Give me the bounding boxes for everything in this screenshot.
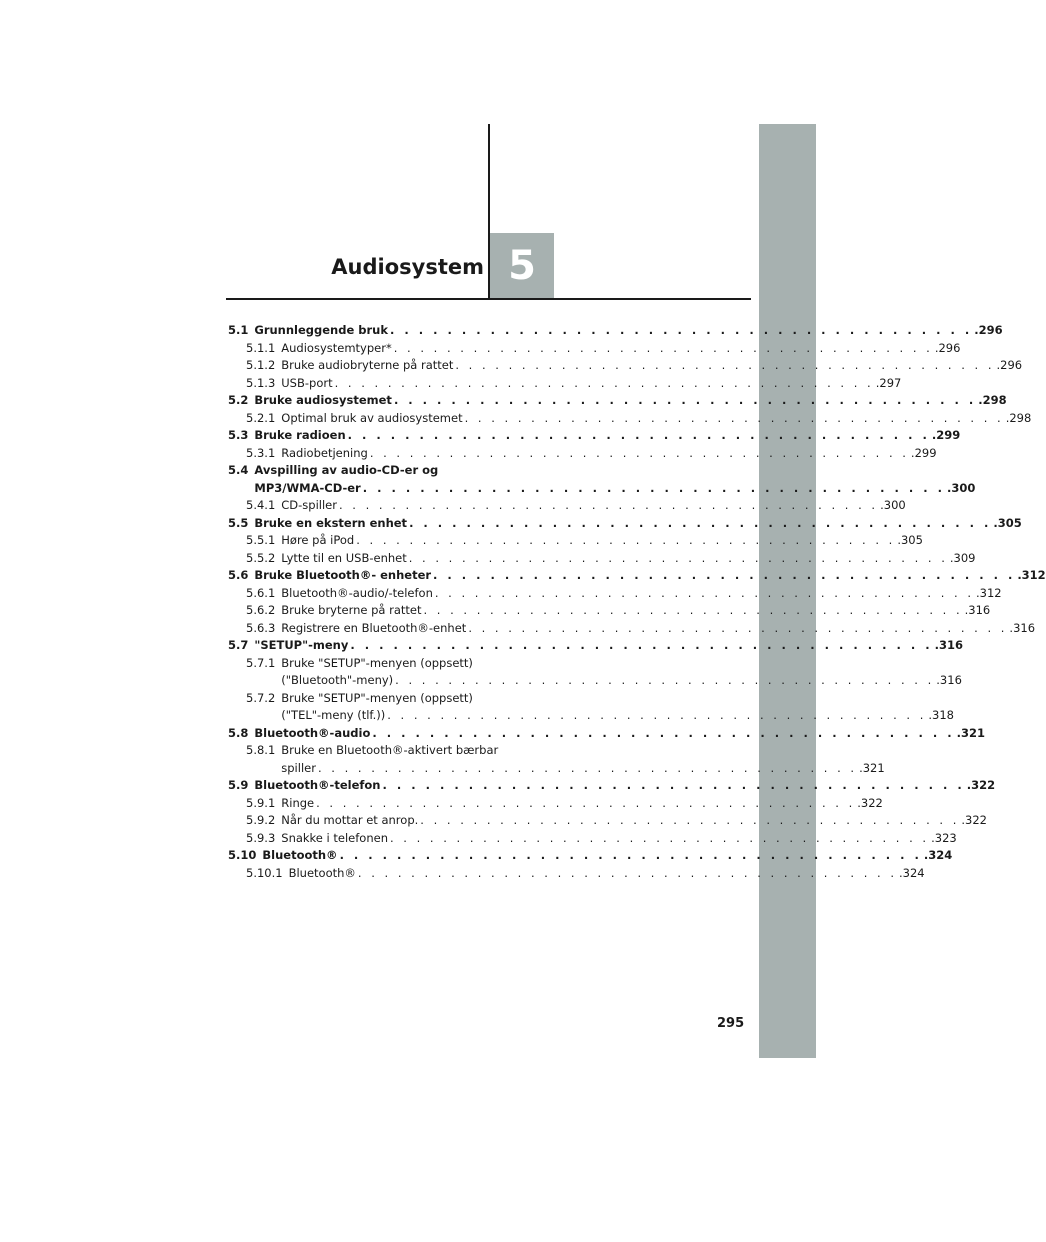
toc-leader-dots	[335, 375, 874, 393]
toc-entry-number: 5.5	[228, 515, 249, 530]
toc-entry-page: .321	[859, 760, 885, 775]
header-horizontal-rule	[226, 298, 751, 300]
toc-entry-number: 5.6	[228, 568, 249, 582]
toc-entry-title: ("TEL"-meny (tlf.))	[281, 708, 386, 722]
toc-entry[interactable]	[228, 655, 962, 690]
toc-entry-number: 5.10.1	[246, 865, 283, 880]
toc-entry[interactable]	[228, 410, 1032, 428]
toc-entry-title: Bluetooth®	[262, 848, 338, 862]
toc-entry-page: .312	[975, 585, 1002, 600]
toc-entry[interactable]	[228, 847, 953, 865]
toc-entry-page: .324	[923, 848, 953, 862]
toc-entry-title: Bruke audiosystemet	[254, 393, 392, 407]
toc-entry-title: Optimal bruk av audiosystemet	[281, 410, 463, 425]
toc-entry-title: Grunnleggende bruk	[254, 323, 389, 337]
toc-leader-dots	[433, 567, 1015, 585]
toc-entry-number: 5.1.3	[246, 375, 276, 390]
toc-entry[interactable]	[228, 865, 925, 883]
toc-entry-title: Bruke en ekstern enhet	[254, 515, 408, 530]
toc-leader-dots	[395, 672, 934, 690]
toc-entry[interactable]	[228, 567, 1046, 585]
toc-leader-dots	[318, 760, 857, 778]
toc-entry-number: 5.7.2	[246, 690, 276, 705]
toc-entry-number: 5.7.1	[246, 655, 276, 670]
toc-entry[interactable]	[228, 462, 976, 497]
toc-entry-title: Når du mottar et anrop.	[281, 813, 419, 827]
toc-entry[interactable]	[228, 637, 963, 655]
toc-leader-dots	[390, 830, 929, 848]
toc-entry-number: 5.1	[228, 323, 249, 337]
page-number: 295	[717, 1016, 745, 1031]
toc-leader-dots	[356, 532, 895, 550]
toc-entry-page: .318	[928, 708, 954, 722]
toc-entry-page: .296	[974, 323, 1003, 337]
toc-leader-dots	[420, 812, 959, 830]
toc-entry[interactable]	[228, 445, 937, 463]
toc-entry-title: Bruke en Bluetooth®-aktivert bærbar	[281, 743, 499, 757]
toc-leader-dots	[424, 602, 963, 620]
toc-entry-title: ("Bluetooth"-meny)	[281, 673, 394, 687]
chapter-title: Audiosystem	[331, 255, 484, 279]
toc-entry-page: .316	[964, 603, 991, 617]
toc-entry-page: .323	[931, 830, 957, 845]
toc-entry-title: Ringe	[281, 795, 315, 810]
toc-leader-dots	[382, 777, 964, 795]
toc-entry-title: spiller	[281, 760, 316, 775]
toc-entry[interactable]	[228, 532, 923, 550]
toc-entry-number: 5.2.1	[246, 410, 276, 425]
toc-entry-title: Bruke "SETUP"-menyen (oppsett)	[281, 655, 473, 670]
toc-leader-dots	[363, 480, 945, 498]
toc-entry-page: .316	[936, 673, 962, 687]
toc-entry[interactable]	[228, 550, 976, 568]
toc-entry-number: 5.5.2	[246, 550, 276, 565]
toc-entry-page: .296	[996, 358, 1023, 372]
toc-entry-title: Bruke audiobryterne på rattet	[281, 358, 454, 372]
toc-entry-number: 5.5.1	[246, 533, 276, 547]
toc-entry[interactable]	[228, 375, 902, 393]
toc-entry-title: Audiosystemtyper*	[281, 340, 392, 355]
toc-leader-dots	[316, 795, 855, 813]
toc-entry[interactable]	[228, 742, 885, 777]
toc-entry-title: Bluetooth®-audio	[254, 725, 371, 740]
toc-entry-page: .299	[931, 428, 961, 442]
toc-entry[interactable]	[228, 322, 1003, 340]
toc-entry-page: .312	[1017, 568, 1046, 582]
toc-entry-title: "SETUP"-meny	[254, 638, 349, 652]
toc-entry-title: Bruke Bluetooth®- enheter	[254, 568, 432, 582]
toc-entry-title: Avspilling av audio-CD-er og	[254, 463, 439, 477]
toc-leader-dots	[455, 357, 994, 375]
toc-entry-title: Bluetooth®-telefon	[254, 778, 381, 792]
toc-entry[interactable]	[228, 725, 985, 743]
toc-entry-page: .299	[910, 445, 937, 460]
toc-leader-dots	[340, 847, 922, 865]
toc-entry-page: .321	[956, 725, 985, 740]
toc-entry-title: USB-port	[281, 375, 333, 390]
chapter-number: 5	[508, 242, 536, 289]
toc-entry[interactable]	[228, 620, 1036, 638]
toc-entry[interactable]	[228, 497, 906, 515]
toc-entry[interactable]	[228, 357, 1023, 375]
toc-leader-dots	[358, 865, 897, 883]
toc-entry-page: .298	[978, 393, 1007, 407]
toc-entry-page: .300	[880, 498, 906, 512]
toc-entry-title: MP3/WMA-CD-er	[254, 480, 361, 495]
toc-entry-page: .322	[966, 778, 996, 792]
toc-entry-number: 5.1.2	[246, 358, 276, 372]
toc-leader-dots	[372, 725, 954, 743]
toc-entry[interactable]	[228, 340, 961, 358]
toc-entry-title: Bluetooth®-audio/-telefon	[281, 585, 433, 600]
toc-entry-title: Lytte til en USB-enhet	[281, 550, 407, 565]
toc-entry-page: .324	[899, 865, 925, 880]
toc-entry[interactable]	[228, 812, 987, 830]
toc-leader-dots	[387, 707, 926, 725]
toc-leader-dots	[409, 550, 948, 568]
toc-entry[interactable]	[228, 585, 1002, 603]
toc-entry[interactable]	[228, 602, 991, 620]
toc-entry-number: 5.9	[228, 778, 249, 792]
toc-entry-title: Bluetooth®	[288, 865, 356, 880]
toc-entry[interactable]	[228, 795, 883, 813]
table-of-contents	[228, 322, 1046, 882]
toc-entry[interactable]	[228, 777, 996, 795]
toc-leader-dots	[348, 427, 930, 445]
toc-entry-number: 5.2	[228, 393, 249, 407]
toc-entry-page: .322	[961, 813, 987, 827]
toc-entry[interactable]	[228, 690, 954, 725]
toc-entry-number: 5.4	[228, 463, 249, 477]
toc-entry-number: 5.9.2	[246, 813, 276, 827]
toc-leader-dots	[370, 445, 909, 463]
toc-leader-dots	[409, 515, 991, 533]
toc-entry-page: .298	[1005, 410, 1032, 425]
toc-entry-number: 5.9.1	[246, 795, 276, 810]
toc-entry-number: 5.6.2	[246, 603, 276, 617]
toc-leader-dots	[468, 620, 1007, 638]
toc-leader-dots	[350, 637, 932, 655]
toc-entry[interactable]	[228, 515, 1022, 533]
toc-entry-page: .309	[949, 550, 976, 565]
toc-entry-page: .305	[993, 515, 1022, 530]
toc-entry-number: 5.8	[228, 725, 249, 740]
toc-entry[interactable]	[228, 830, 957, 848]
toc-leader-dots	[394, 340, 933, 358]
toc-entry-page: .322	[857, 795, 883, 810]
toc-entry[interactable]	[228, 427, 961, 445]
toc-entry-number: 5.10	[228, 848, 257, 862]
toc-leader-dots	[435, 585, 974, 603]
toc-entry-number: 5.6.3	[246, 620, 276, 635]
toc-leader-dots	[390, 322, 972, 340]
toc-entry-page: .297	[875, 375, 902, 390]
chapter-number-box	[490, 233, 554, 298]
toc-entry[interactable]	[228, 392, 1007, 410]
toc-entry-number: 5.3	[228, 428, 249, 442]
toc-entry-title: Høre på iPod	[281, 533, 355, 547]
toc-entry-number: 5.6.1	[246, 585, 276, 600]
toc-leader-dots	[394, 392, 976, 410]
toc-entry-title: Registrere en Bluetooth®-enhet	[281, 620, 467, 635]
toc-entry-title: Radiobetjening	[281, 445, 368, 460]
toc-entry-number: 5.7	[228, 638, 249, 652]
toc-entry-page: .316	[934, 638, 963, 652]
toc-leader-dots	[465, 410, 1004, 428]
toc-entry-number: 5.8.1	[246, 743, 276, 757]
toc-entry-title: Snakke i telefonen	[281, 830, 388, 845]
toc-entry-page: .296	[934, 340, 961, 355]
toc-entry-number: 5.9.3	[246, 830, 276, 845]
toc-entry-number: 5.3.1	[246, 445, 276, 460]
toc-entry-page: .305	[897, 533, 923, 547]
toc-entry-title: Bruke radioen	[254, 428, 346, 442]
toc-leader-dots	[339, 497, 878, 515]
toc-entry-page: .300	[946, 480, 976, 495]
toc-entry-number: 5.1.1	[246, 340, 276, 355]
toc-entry-number: 5.4.1	[246, 498, 276, 512]
toc-entry-title: Bruke bryterne på rattet	[281, 603, 422, 617]
toc-entry-title: Bruke "SETUP"-menyen (oppsett)	[281, 690, 473, 705]
toc-entry-page: .316	[1009, 620, 1036, 635]
toc-entry-title: CD-spiller	[281, 498, 337, 512]
